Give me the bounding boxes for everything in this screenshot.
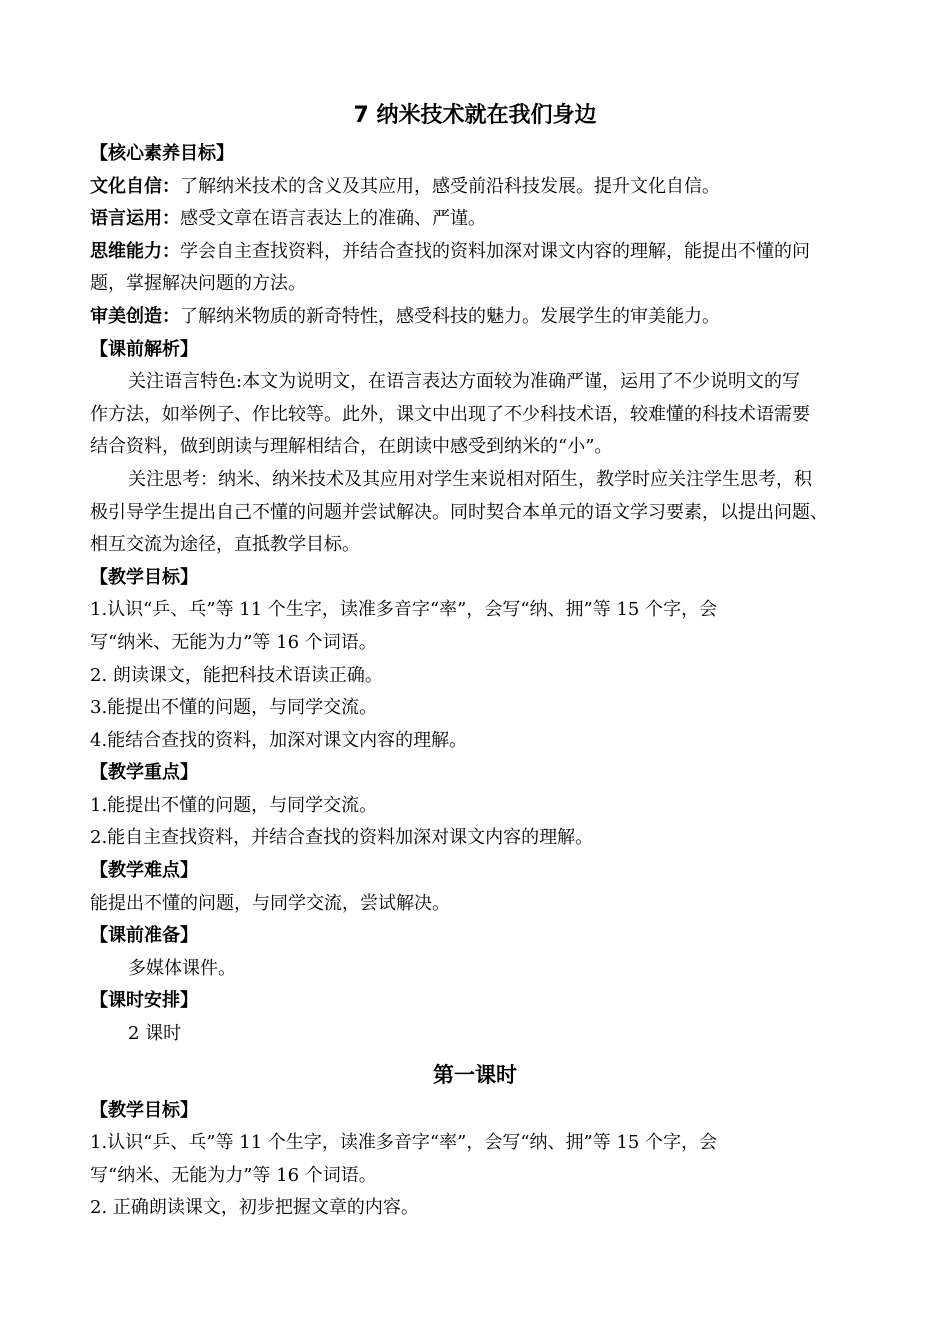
analysis-p1-line: 结合资料，做到朗读与理解相结合，在朗读中感受到纳米的“小”。 <box>90 436 613 458</box>
difficulty-line: 能提出不懂的问题，与同学交流，尝试解决。 <box>90 892 450 914</box>
section-heading-pre-analysis: 【课前解析】 <box>90 338 198 360</box>
core-goal-text: 学会自主查找资料，并结合查找的资料加深对课文内容的理解，能提出不懂的问 <box>180 240 810 262</box>
section-heading-schedule: 【课时安排】 <box>90 990 198 1012</box>
teaching-goal-line: 写“纳米、无能为力”等 16 个词语。 <box>90 631 377 653</box>
section-heading-teaching-goals: 【教学目标】 <box>90 566 198 588</box>
section-heading-lesson1-goals: 【教学目标】 <box>90 1099 198 1121</box>
schedule-line: 2 课时 <box>128 1023 182 1045</box>
core-goal-text: 了解纳米物质的新奇特性，感受科技的魅力。发展学生的审美能力。 <box>180 305 720 327</box>
lesson1-goal-line: 写“纳米、无能为力”等 16 个词语。 <box>90 1164 377 1186</box>
section-heading-key-points: 【教学重点】 <box>90 762 198 784</box>
section-heading-difficulties: 【教学难点】 <box>90 860 198 882</box>
core-goal-text: 了解纳米技术的含义及其应用，感受前沿科技发展。提升文化自信。 <box>180 175 720 197</box>
analysis-p1-line: 作方法，如举例子、作比较等。此外，课文中出现了不少科技术语，较难懂的科技术语需要 <box>90 403 810 425</box>
core-goal-label: 文化自信： <box>90 175 180 197</box>
core-goal-label: 思维能力： <box>90 240 180 262</box>
core-goal-culture <box>90 171 860 204</box>
key-point-line: 2.能自主查找资料，并结合查找的资料加深对课文内容的理解。 <box>90 827 594 849</box>
analysis-p2-line: 相互交流为途径，直抵教学目标。 <box>90 534 360 556</box>
key-point-line: 1.能提出不懂的问题，与同学交流。 <box>90 794 378 816</box>
core-goal-thinking-cont: 题，掌握解决问题的方法。 <box>90 273 306 295</box>
analysis-p2-line: 关注思考：纳米、纳米技术及其应用对学生来说相对陌生，教学时应关注学生思考，积 <box>128 468 812 490</box>
preparation-line: 多媒体课件。 <box>128 957 236 979</box>
teaching-goal-line: 1.认识“乒、乓”等 11 个生字，读准多音字“率”，会写“纳、拥”等 15 个字，会 <box>90 599 718 621</box>
teaching-goal-line: 2. 朗读课文，能把科技术语读正确。 <box>90 664 383 686</box>
teaching-goal-line: 3.能提出不懂的问题，与同学交流。 <box>90 697 378 719</box>
core-goal-text: 感受文章在语言表达上的准确、严谨。 <box>180 208 486 230</box>
lesson1-title: 第一课时 <box>433 1062 517 1087</box>
teaching-goal-line: 4.能结合查找的资料，加深对课文内容的理解。 <box>90 729 468 751</box>
document-title: 7 纳米技术就在我们身边 <box>353 103 597 128</box>
analysis-p1-line: 关注语言特色:本文为说明文，在语言表达方面较为准确严谨，运用了不少说明文的写 <box>128 371 801 393</box>
core-goal-label: 语言运用： <box>90 208 180 230</box>
core-goal-label: 审美创造： <box>90 305 180 327</box>
analysis-p2-line: 极引导学生提出自己不懂的问题并尝试解决。同时契合本单元的语文学习要素，以提出问题、 <box>90 501 828 523</box>
lesson1-goal-line: 2. 正确朗读课文，初步把握文章的内容。 <box>90 1197 419 1219</box>
core-goal-thinking <box>90 236 860 269</box>
section-heading-preparation: 【课前准备】 <box>90 925 198 947</box>
lesson1-goal-line: 1.认识“乒、乓”等 11 个生字，读准多音字“率”，会写“纳、拥”等 15 个字，会 <box>90 1132 718 1154</box>
core-goal-aesthetic <box>90 301 860 334</box>
core-goal-language <box>90 203 860 236</box>
section-heading-core-goals: 【核心素养目标】 <box>90 143 234 164</box>
